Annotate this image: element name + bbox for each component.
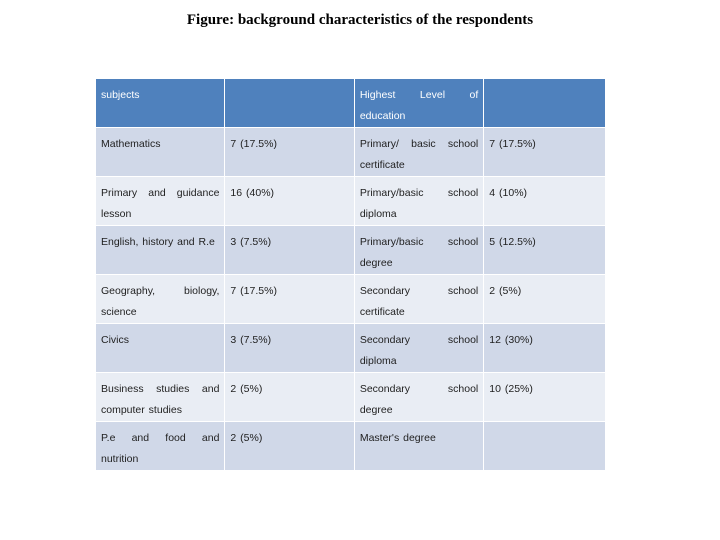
table-row: [96, 373, 606, 422]
figure-title: Figure: background characteristics of the respondents: [186, 12, 534, 28]
table-cell-education-count: 4 (10%): [484, 177, 606, 226]
table-cell-education: Primary/basic school diploma: [354, 177, 483, 226]
table-cell-education-count: 10 (25%): [484, 373, 606, 422]
header-education-count: [484, 79, 606, 128]
table-cell-subject: English, history and R.e: [96, 226, 225, 275]
table-cell-education-count: 7 (17.5%): [484, 128, 606, 177]
table-cell-subject-count: 7 (17.5%): [225, 128, 354, 177]
table-cell-education: Secondary school degree: [354, 373, 483, 422]
table-cell-subject: Mathematics: [96, 128, 225, 177]
table-cell-subject-count: 3 (7.5%): [225, 226, 354, 275]
table-row: [96, 275, 606, 324]
table-cell-education-count: 5 (12.5%): [484, 226, 606, 275]
table-cell-education: Secondary school certificate: [354, 275, 483, 324]
header-subject-count: [225, 79, 354, 128]
table-cell-subject: Civics: [96, 324, 225, 373]
table-cell-subject-count: 2 (5%): [225, 373, 354, 422]
header-subjects: subjects: [96, 79, 225, 128]
table-header-row: [96, 79, 606, 128]
table-cell-subject-count: 3 (7.5%): [225, 324, 354, 373]
table-cell-education: Master's degree: [354, 422, 483, 471]
table-row: [96, 177, 606, 226]
table-row: [96, 422, 606, 471]
table-cell-education: Primary/basic school degree: [354, 226, 483, 275]
table-cell-education: Secondary school diploma: [354, 324, 483, 373]
table-cell-education-count: [484, 422, 606, 471]
table-row: [96, 324, 606, 373]
header-education-level: Highest Level of education: [354, 79, 483, 128]
table-cell-subject-count: 16 (40%): [225, 177, 354, 226]
table-cell-education-count: 2 (5%): [484, 275, 606, 324]
respondents-table: [95, 78, 606, 471]
table-cell-subject-count: 7 (17.5%): [225, 275, 354, 324]
table-row: [96, 128, 606, 177]
table-row: [96, 226, 606, 275]
table-cell-subject-count: 2 (5%): [225, 422, 354, 471]
table-cell-subject: Geography, biology, science: [96, 275, 225, 324]
table-cell-subject: Business studies and computer studies: [96, 373, 225, 422]
table-cell-subject: P.e and food and nutrition: [96, 422, 225, 471]
table-cell-education-count: 12 (30%): [484, 324, 606, 373]
table-cell-education: Primary/ basic school certificate: [354, 128, 483, 177]
table-cell-subject: Primary and guidance lesson: [96, 177, 225, 226]
